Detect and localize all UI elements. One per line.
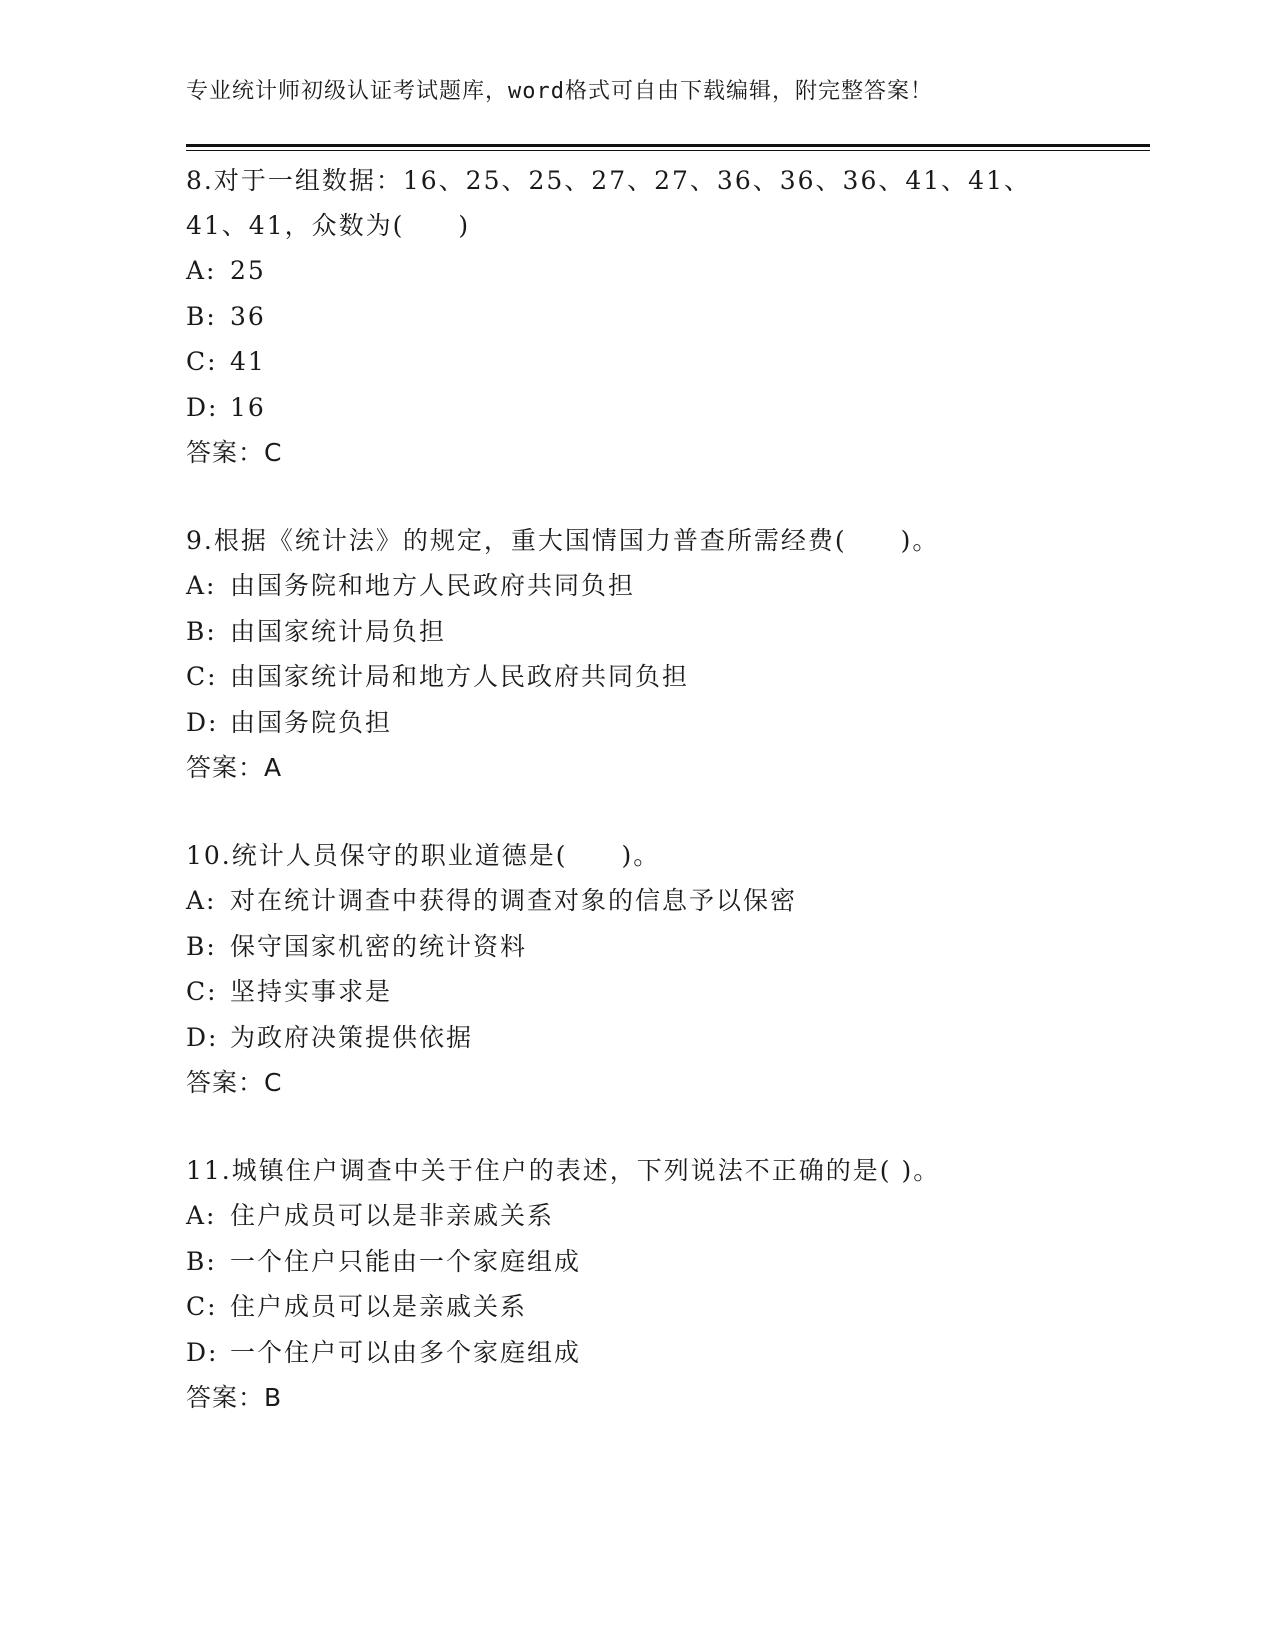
option-text: 一个住户可以由多个家庭组成 [230, 1337, 582, 1367]
question-stem: 11.城镇住户调查中关于住户的表述，下列说法不正确的是( )。 [186, 1156, 941, 1185]
page-header: 专业统计师初级认证考试题库，word格式可自由下载编辑，附完整答案！ [186, 79, 933, 104]
option-a [186, 878, 1086, 924]
option-key: D: [186, 707, 219, 737]
option-key: B: [186, 1246, 217, 1276]
option-text: 为政府决策提供依据 [230, 1022, 474, 1052]
option-d [186, 700, 1086, 746]
question-9 [186, 518, 1086, 790]
question-stem: 9.根据《统计法》的规定，重大国情国力普查所需经费( )。 [186, 526, 940, 555]
question-10 [186, 833, 1086, 1105]
option-text: 25 [230, 256, 266, 285]
header-divider [186, 144, 1150, 147]
option-key: B: [186, 931, 217, 961]
option-b [186, 294, 1086, 340]
option-c [186, 1284, 1086, 1330]
answer-line: 答案：A [186, 753, 283, 782]
option-c [186, 339, 1086, 385]
option-text: 住户成员可以是亲戚关系 [230, 1292, 528, 1321]
question-list [186, 158, 1086, 1463]
answer-line: 答案：C [186, 1068, 283, 1097]
option-text: 住户成员可以是非亲戚关系 [230, 1201, 555, 1230]
option-key: C: [186, 662, 218, 691]
option-text: 由国家统计局和地方人民政府共同负担 [230, 662, 690, 691]
option-text: 由国家统计局负担 [230, 616, 447, 646]
option-d [186, 1330, 1086, 1376]
question-stem: 8.对于一组数据：16、25、25、27、27、36、36、36、41、41、41、41，众数为( ) [186, 166, 1031, 240]
option-key: B: [186, 616, 217, 646]
option-text: 41 [230, 347, 266, 376]
option-text: 16 [230, 392, 266, 422]
option-d [186, 1015, 1086, 1061]
option-b [186, 609, 1086, 655]
header-divider-thin [186, 150, 1150, 151]
option-text: 36 [230, 301, 266, 331]
option-key: D: [186, 1337, 219, 1367]
option-key: B: [186, 301, 217, 331]
option-a [186, 248, 1086, 294]
option-a [186, 1193, 1086, 1239]
option-key: A: [186, 886, 217, 915]
option-text: 由国务院和地方人民政府共同负担 [230, 571, 636, 600]
option-key: C: [186, 1292, 218, 1321]
option-text: 保守国家机密的统计资料 [230, 931, 528, 961]
option-c [186, 969, 1086, 1015]
option-d [186, 385, 1086, 431]
option-c [186, 654, 1086, 700]
option-key: D: [186, 1022, 219, 1052]
option-text: 由国务院负担 [230, 707, 393, 737]
option-a [186, 563, 1086, 609]
question-stem: 10.统计人员保守的职业道德是( )。 [186, 841, 661, 870]
question-11 [186, 1148, 1086, 1420]
question-8 [186, 158, 1086, 475]
answer-line: 答案：B [186, 1383, 283, 1412]
option-b [186, 1239, 1086, 1285]
option-text: 一个住户只能由一个家庭组成 [230, 1246, 582, 1276]
option-key: A: [186, 256, 217, 285]
option-text: 坚持实事求是 [230, 977, 393, 1006]
option-key: A: [186, 1201, 217, 1230]
option-key: A: [186, 571, 217, 600]
answer-line: 答案：C [186, 438, 283, 467]
option-key: C: [186, 977, 218, 1006]
option-key: D: [186, 392, 219, 422]
option-key: C: [186, 347, 218, 376]
option-text: 对在统计调查中获得的调查对象的信息予以保密 [230, 886, 798, 915]
option-b [186, 924, 1086, 970]
